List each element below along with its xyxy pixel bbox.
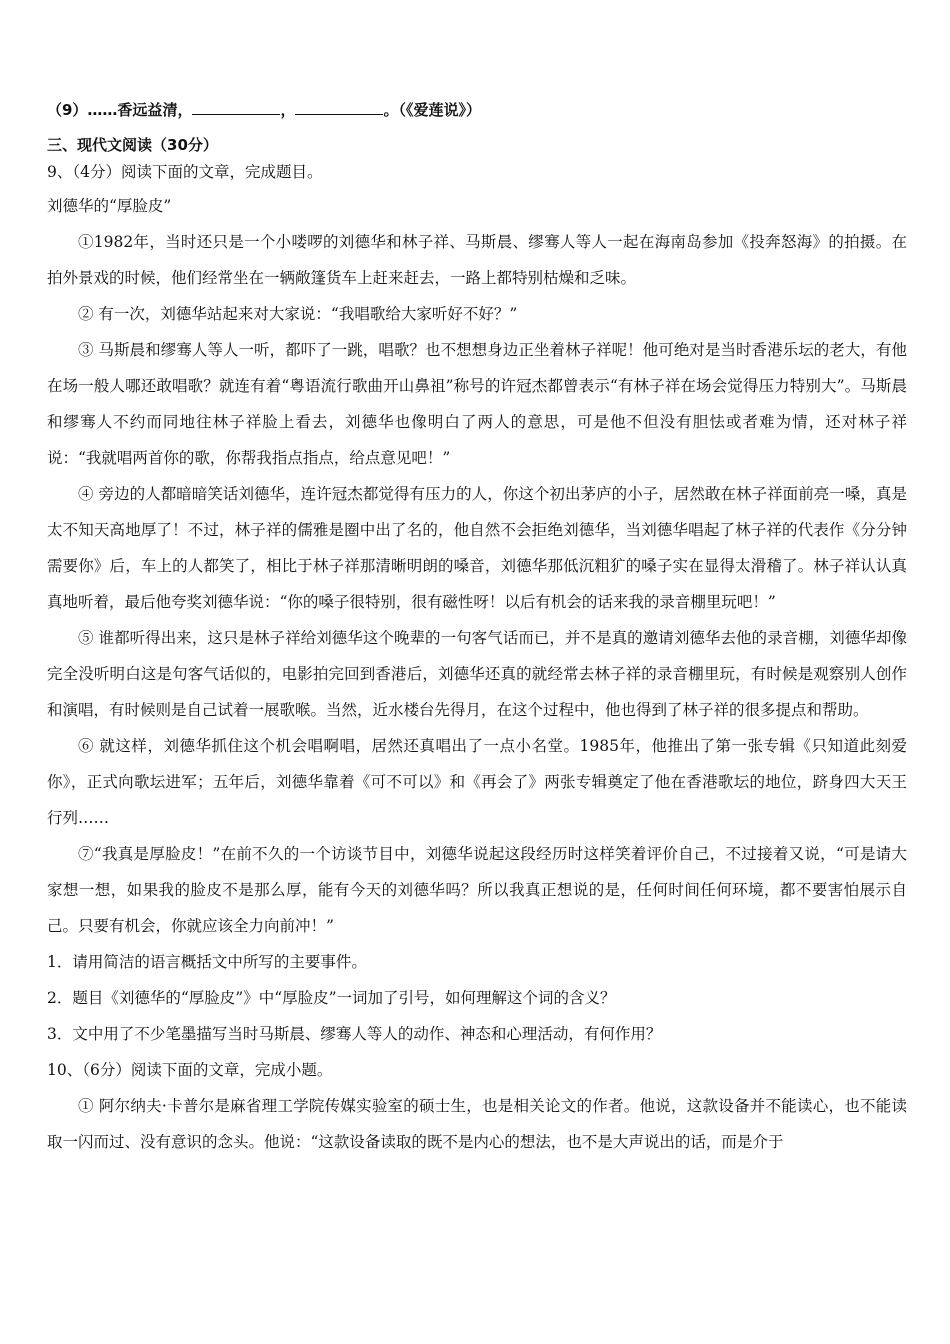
q9-intro: 9、（4分）阅读下面的文章，完成题目。 xyxy=(47,163,323,181)
document-content xyxy=(47,97,907,1160)
q10-paragraph-1: ① 阿尔纳夫·卡普尔是麻省理工学院传媒实验室的硕士生，也是相关论文的作者。他说，这款设备并不能读心，也不能读取一闪而过、没有意识的念头。他说：“这款设备读取的既不是内心的想法，也不是大声说出的话，而是介于 xyxy=(47,1097,907,1151)
section-title: 三、现代文阅读（30分） xyxy=(47,136,218,154)
q9-question-2: 2．题目《刘德华的“厚脸皮”》中“厚脸皮”一词加了引号，如何理解这个词的含义？ xyxy=(47,989,616,1007)
article-paragraph-1: ①1982年，当时还只是一个小喽啰的刘德华和林子祥、马斯晨、缪骞人等人一起在海南岛参加《投奔怒海》的拍摄。在拍外景戏的时候，他们经常坐在一辆敞篷货车上赶来赶去，一路上都特别枯燥和乏味。 xyxy=(47,233,907,287)
article-paragraph-2: ② 有一次，刘德华站起来对大家说：“我唱歌给大家听好不好？” xyxy=(78,305,518,323)
q9-question-3: 3．文中用了不少笔墨描写当时马斯晨、缪骞人等人的动作、神态和心理活动，有何作用？ xyxy=(47,1025,662,1043)
fill-blank-prefix: （9）……香远益清， xyxy=(47,101,193,119)
fill-blank-suffix: 。（《爱莲说》） xyxy=(383,101,481,119)
article-paragraph-5: ⑤ 谁都听得出来，这只是林子祥给刘德华这个晚辈的一句客气话而已，并不是真的邀请刘德华去他的录音棚，刘德华却像完全没听明白这是句客气话似的，电影拍完回到香港后，刘德华还真的就经常去林子祥的录音棚里玩，有时候是观察别人创作和演唱，有时候则是自己试着一展歌喉。当然，近水楼台先得月，在这个过程中，他也得到了林子祥的很多提点和帮助。 xyxy=(47,629,907,719)
article-paragraph-7: ⑦“我真是厚脸皮！”在前不久的一个访谈节目中，刘德华说起这段经历时这样笑着评价自己，不过接着又说，“可是请大家想一想，如果我的脸皮不是那么厚，能有今天的刘德华吗？所以我真正想说的是，任何时间任何环境，都不要害怕展示自己。只要有机会，你就应该全力向前冲！” xyxy=(47,845,907,935)
article-paragraph-3: ③ 马斯晨和缪骞人等人一听，都吓了一跳，唱歌？也不想想身边正坐着林子祥呢！他可绝对是当时香港乐坛的老大，有他在场一般人哪还敢唱歌？就连有着“粤语流行歌曲开山鼻祖”称号的许冠杰都曾表示“有林子祥在场会觉得压力特别大”。马斯晨和缪骞人不约而同地往林子祥脸上看去，刘德华也像明白了两人的意思，可是他不但没有胆怯或者难为情，还对林子祥说：“我就唱两首你的歌，你帮我指点指点，给点意见吧！” xyxy=(47,341,907,467)
fill-blank-question xyxy=(47,97,907,124)
article-paragraph-4: ④ 旁边的人都暗暗笑话刘德华，连许冠杰都觉得有压力的人，你这个初出茅庐的小子，居然敢在林子祥面前亮一嗓，真是太不知天高地厚了！不过，林子祥的儒雅是圈中出了名的，他自然不会拒绝刘德华，当刘德华唱起了林子祥的代表作《分分钟需要你》后，车上的人都笑了，相比于林子祥那清晰明朗的嗓音，刘德华那低沉粗犷的嗓子实在显得太滑稽了。林子祥认认真真地听着，最后他夸奖刘德华说：“你的嗓子很特别，很有磁性呀！以后有机会的话来我的录音棚里玩吧！” xyxy=(47,485,907,611)
article-title: 刘德华的“厚脸皮” xyxy=(47,197,172,215)
fill-blank-separator: ， xyxy=(280,101,296,119)
answer-blank-1[interactable] xyxy=(192,100,280,115)
article-paragraph-6: ⑥ 就这样，刘德华抓住这个机会唱啊唱，居然还真唱出了一点小名堂。1985年，他推出了第一张专辑《只知道此刻爱你》，正式向歌坛进军；五年后，刘德华靠着《可不可以》和《再会了》两张专辑奠定了他在香港歌坛的地位，跻身四大天王行列…… xyxy=(47,737,907,827)
q9-question-1: 1．请用简洁的语言概括文中所写的主要事件。 xyxy=(47,953,367,971)
answer-blank-2[interactable] xyxy=(295,100,383,115)
q10-intro: 10、（6分）阅读下面的文章，完成小题。 xyxy=(47,1061,333,1079)
